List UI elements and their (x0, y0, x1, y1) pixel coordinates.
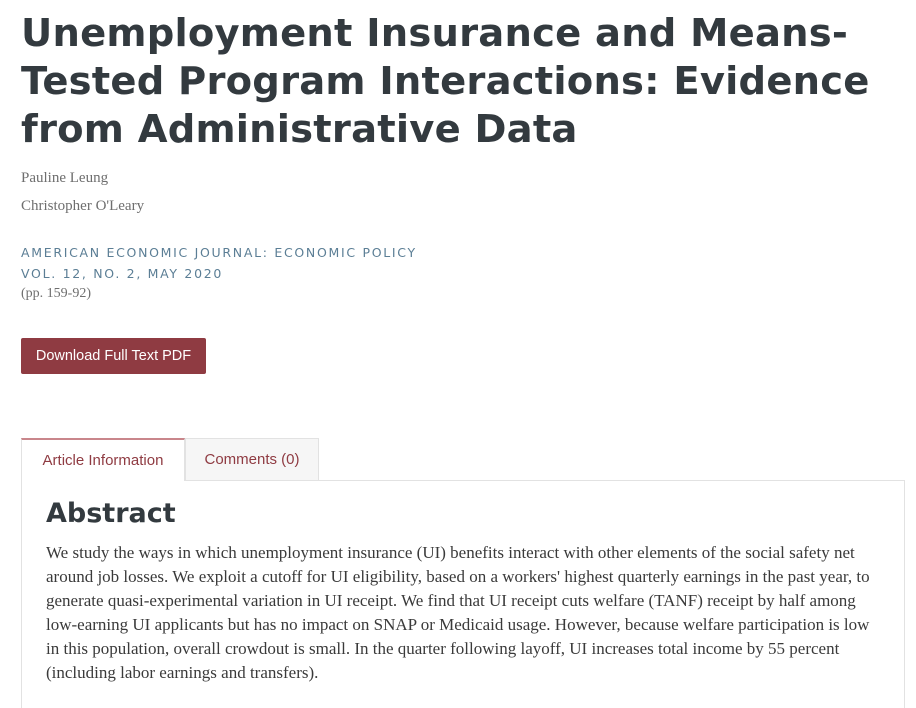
tab-article-information[interactable]: Article Information (21, 438, 185, 481)
article-title: Unemployment Insurance and Means-Tested Program Interactions: Evidence from Administrative Data (21, 11, 870, 152)
journal-issue[interactable]: VOL. 12, NO. 2, MAY 2020 (21, 266, 224, 281)
author-name[interactable]: Pauline Leung (21, 170, 109, 186)
journal-name[interactable]: AMERICAN ECONOMIC JOURNAL: ECONOMIC POLICY (21, 245, 417, 260)
abstract-text: We study the ways in which unemployment insurance (UI) benefits interact with other elements of the social safety net around job losses. We exploit a cutoff for UI eligibility, based on a workers' highest quarterly earnings in the past year, to generate quasi-experimental variation in UI receipt. We find that UI receipt cuts welfare (TANF) receipt by half among low-earning UI applicants but has no impact on SNAP or Medicaid usage. However, because welfare participation is low in this population, overall crowdout is small. In the quarter following layoff, UI increases total income by 55 percent (including labor earnings and transfers). (46, 543, 870, 682)
page-range: (pp. 159-92) (21, 286, 91, 301)
download-pdf-button[interactable]: Download Full Text PDF (21, 338, 206, 374)
tab-comments[interactable]: Comments (0) (185, 438, 319, 480)
author-name[interactable]: Christopher O'Leary (21, 198, 145, 214)
abstract-heading: Abstract (46, 498, 176, 529)
